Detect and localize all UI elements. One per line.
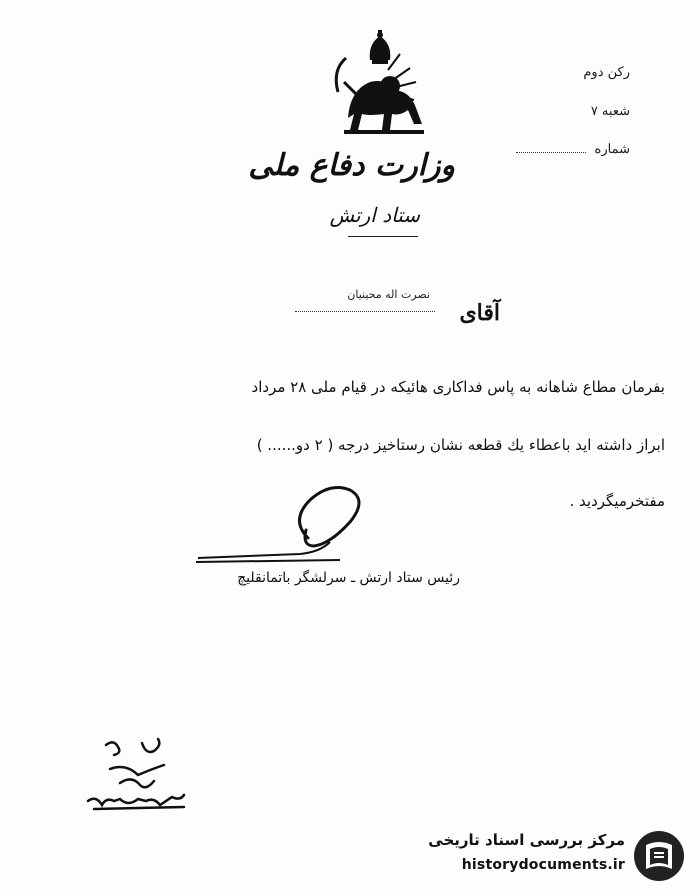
recipient-dots	[295, 311, 435, 312]
department-label: رکن دوم	[583, 65, 630, 80]
archive-url: historydocuments.ir	[461, 857, 625, 873]
branch-label: شعبه ۷	[590, 104, 630, 119]
number-dots	[516, 144, 586, 153]
lion-and-sun-emblem-icon	[330, 30, 430, 140]
handwritten-note-icon	[80, 735, 190, 825]
salutation: آقای	[459, 300, 500, 326]
archive-title: مرکز بررسی اسناد تاریخی	[428, 831, 625, 849]
archive-logo-icon	[632, 829, 686, 883]
body-line-2: ابراز داشته اید باعطاء یك قطعه نشان رستاخیز درجه ( ۲ دو...... )	[256, 436, 665, 454]
handwritten-signature-icon	[190, 480, 380, 570]
title-underline	[348, 236, 418, 237]
body-line-1: بفرمان مطاع شاهانه به پاس فداکاری هائیکه در قیام ملی ۲۸ مرداد	[251, 378, 665, 396]
signatory-title: رئیس ستاد ارتش ـ سرلشگر باتمانقلیچ	[237, 570, 460, 586]
body-line-3: مفتخرمیگردید .	[569, 492, 665, 510]
number-label: شماره	[594, 142, 630, 157]
recipient-name: نصرت اله محینیان	[347, 288, 430, 301]
archive-footer	[415, 825, 690, 887]
staff-title: ستاد ارتش	[329, 203, 420, 227]
ministry-title: وزارت دفاع ملی	[248, 148, 455, 183]
number-field	[516, 142, 630, 157]
